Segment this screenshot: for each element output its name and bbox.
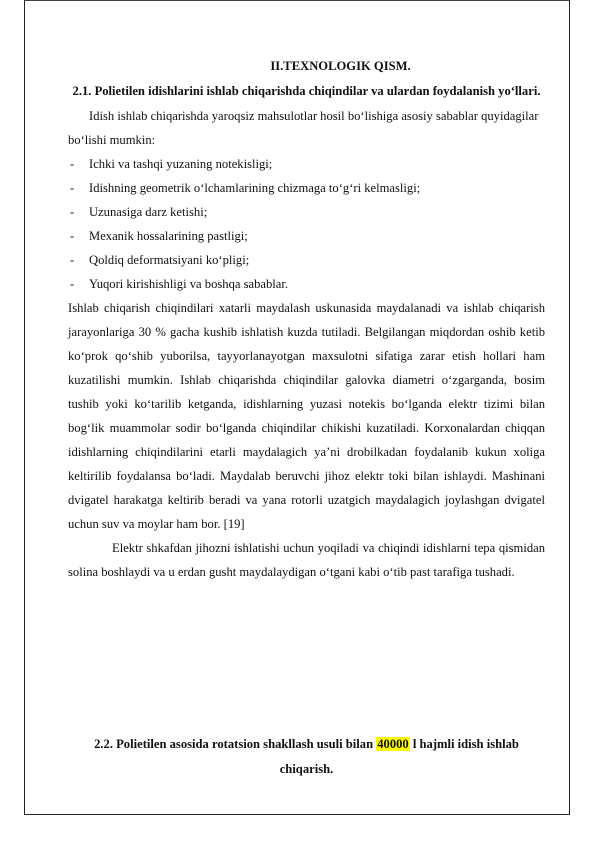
paragraph-electric-cabinet: Elektr shkafdan jihozni ishlatishi uchun yoqiladi va chiqindi idishlarni tepa qismidan solina boshlaydi va u erdan gusht maydalaydigan o‘tgani kabi o‘tib past tarafiga tushadi. xyxy=(68,541,545,579)
subsection-1-title: 2.1. Polietilen idishlarini ishlab chiqarishda chiqindilar va ulardan foydalanish yo‘llari. xyxy=(72,84,541,98)
causes-list xyxy=(68,152,545,296)
list-item: - Yuqori kirishishligi va boshqa sabablar. xyxy=(68,272,545,296)
section-title: II.TEXNOLOGIK QISM. xyxy=(270,59,411,73)
subsection-2-title-end: l hajmli idish ishlab chiqarish. xyxy=(279,737,519,776)
highlighted-volume: 40000 xyxy=(377,737,409,751)
list-item: - Qoldiq deformatsiyani ko‘pligi; xyxy=(68,248,545,272)
paragraph-waste-processing: Ishlab chiqarish chiqindilari xatarli maydalash uskunasida maydalanadi va ishlab chiqarish jarayonlariga 30 % gacha kushib ishlatish kuzda tutiladi. Belgilangan miqdordan oshib ketib ko‘prok qo‘shib yuborilsa, tayyorlanayotgan maxsulotni sifatiga zarar etish hollari ham kuzatilishi mumkin. Ishlab chiqarishda chiqindilar galovka diametri o‘zgarganda, bosim tushib yoki ko‘tarilib ketganda, idishlarning yuzasi notekis bo‘lganda elektr tizimi bilan bog‘lik muammolar sodir bo‘lganda chiqindilar chikishi kuzatiladi. Korxonalardan chiqqan idishlarning chiqindilarini etarli maydalagich ya’ni drobilkadan foydalanib kukun xoliga keltirilib foydalansa bo‘ladi. Maydalab beruvchi jihoz elektr toki bilan ishlaydi. Mashinani dvigatel harakatga keltirib beradi va yana rotorli uzatgich maydalagich joylashgan dvigatel uchun suv va moylar ham bor. [19] xyxy=(68,301,545,531)
subsection-2-title-start: 2.2. Polietilen asosida rotatsion shakllash usuli bilan xyxy=(94,737,377,751)
list-item: - Idishning geometrik o‘lchamlarining chizmaga to‘g‘ri kelmasligi; xyxy=(68,176,545,200)
list-item: - Mexanik hossalarining pastligi; xyxy=(68,224,545,248)
subsection-2-title xyxy=(68,732,545,782)
list-item: - Uzunasiga darz ketishi; xyxy=(68,200,545,224)
document-body xyxy=(68,56,545,776)
intro-paragraph: Idish ishlab chiqarishda yaroqsiz mahsulotlar hosil bo‘lishiga asosiy sabablar quyidagilar bo‘lishi mumkin: xyxy=(68,109,539,147)
list-item: - Ichki va tashqi yuzaning notekisligi; xyxy=(68,152,545,176)
